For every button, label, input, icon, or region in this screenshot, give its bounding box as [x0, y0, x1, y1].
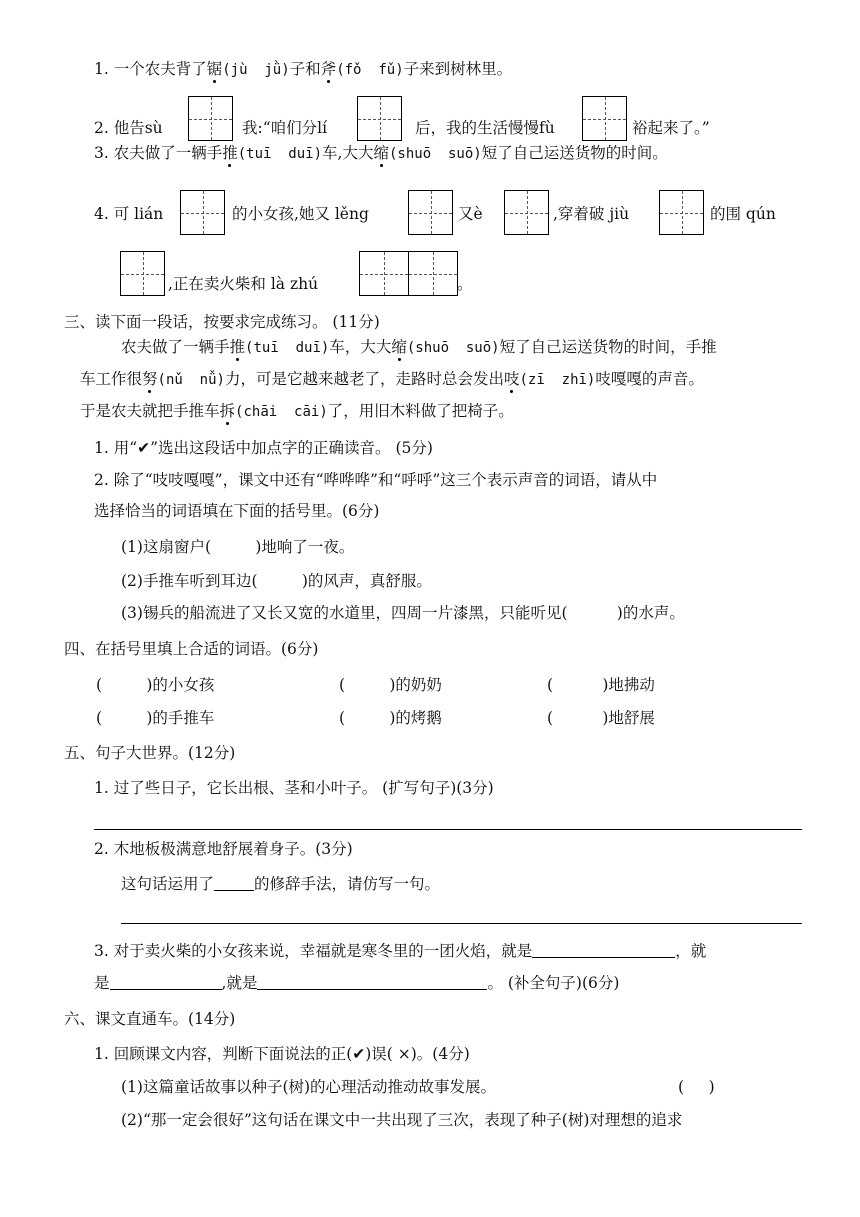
q4-blank[interactable]: ( )地拂动 [547, 676, 655, 694]
writing-box[interactable] [188, 96, 233, 141]
writing-box[interactable] [357, 96, 402, 141]
q3-para-line1: 农夫做了一辆手推(tuī duī)车，大大缩(shuō suō)短了自己运送货物的时间，手推 [121, 338, 717, 356]
q2-item4-d: ,穿着破 jiù [553, 205, 630, 223]
q3-fill-3[interactable]: (3)锡兵的船流进了又长又宽的水道里，四周一片漆黑，只能听见( )的水声。 [121, 604, 685, 622]
q4-blank[interactable]: ( )地舒展 [547, 709, 655, 727]
writing-box[interactable] [408, 190, 453, 235]
q2-item4-g: 。 [457, 275, 473, 293]
section-4-heading: 四、在括号里填上合适的词语。(6分) [64, 640, 319, 658]
q5-sub3-line2: 是 ,就是 。 (补全句子)(6分) [94, 974, 620, 992]
q4-blank[interactable]: ( )的手推车 [96, 709, 215, 727]
q3-sub2-line1: 2. 除了“吱吱嘎嘎”，课文中还有“哗哗哗”和“呼呼”这三个表示声音的词语，请从中 [94, 471, 658, 489]
q2-item4-c: 又è [458, 205, 483, 223]
writing-box[interactable] [582, 96, 627, 141]
q2-item4-a: 4. 可 lián [94, 205, 164, 223]
q3-sub2-line2: 选择恰当的词语填在下面的括号里。(6分) [94, 502, 380, 520]
q5-sub2-prompt: 这句话运用了 的修辞手法，请仿写一句。 [121, 875, 441, 893]
writing-box[interactable] [120, 251, 165, 296]
q2-item2-b: 我:“咱们分lí [242, 119, 328, 137]
section-5-heading: 五、句子大世界。(12分) [64, 744, 236, 762]
q2-item4-b: 的小女孩,她又 lěng [232, 205, 369, 223]
q2-item2-a: 2. 他告sù [94, 119, 163, 137]
answer-blank[interactable] [110, 973, 222, 990]
writing-box[interactable] [504, 190, 549, 235]
answer-blank[interactable] [214, 874, 254, 891]
q3-para-line3: 于是农夫就把手推车拆(chāi cāi)了，用旧木料做了把椅子。 [80, 402, 514, 420]
q3-para-line2: 车工作很努(nǔ nǚ)力，可是它越来越老了，走路时总会发出吱(zī zhī)吱嘎嘎的声音。 [80, 370, 704, 388]
q2-item4-f: ,正在卖火柴和 là zhú [168, 275, 319, 293]
q2-item2-d: 裕起来了。” [632, 119, 710, 137]
q2-item3: 3. 农夫做了一辆手推(tuī duī)车,大大缩(shuō suō)短了自己运送货物的时间。 [94, 144, 668, 162]
answer-blank[interactable] [257, 973, 487, 990]
answer-line[interactable] [94, 829, 802, 830]
section-3-heading: 三、读下面一段话，按要求完成练习。 (11分) [64, 313, 380, 331]
answer-blank[interactable] [532, 941, 675, 958]
q6-judge-1: (1)这篇童话故事以种子(树)的心理活动推动故事发展。 [121, 1078, 497, 1096]
section-6-heading: 六、课文直通车。(14分) [64, 1010, 236, 1028]
q4-blank[interactable]: ( )的小女孩 [96, 676, 215, 694]
q5-sub2: 2. 木地板极满意地舒展着身子。(3分) [94, 840, 353, 858]
q3-sub1: 1. 用“✔”选出这段话中加点字的正确读音。 (5分) [94, 439, 433, 457]
q5-sub3-line1: 3. 对于卖火柴的小女孩来说，幸福就是寒冬里的一团火焰，就是 ，就 [94, 942, 707, 960]
q3-fill-2[interactable]: (2)手推车听到耳边( )的风声，真舒服。 [121, 572, 432, 590]
q6-judge-2: (2)“那一定会很好”这句话在课文中一共出现了三次，表现了种子(树)对理想的追求 [121, 1111, 683, 1129]
q3-fill-1[interactable]: (1)这扇窗户( )地响了一夜。 [121, 538, 355, 556]
q6-sub1: 1. 回顾课文内容，判断下面说法的正(✔)误( ×)。(4分) [94, 1045, 470, 1063]
q2-item1: 1. 一个农夫背了锯(jù jǜ)子和斧(fǒ fǔ)子来到树林里。 [94, 60, 513, 78]
writing-box-double[interactable] [359, 251, 458, 296]
q2-item4-e: 的围 qún [710, 205, 776, 223]
answer-line[interactable] [121, 923, 802, 924]
writing-box[interactable] [659, 190, 704, 235]
q4-blank[interactable]: ( )的奶奶 [339, 676, 442, 694]
q2-item2-c: 后，我的生活慢慢fù [415, 119, 555, 137]
q6-judge-1-answer[interactable]: ( ) [678, 1078, 715, 1096]
writing-box[interactable] [180, 190, 225, 235]
q4-blank[interactable]: ( )的烤鹅 [339, 709, 442, 727]
q5-sub1: 1. 过了些日子，它长出根、茎和小叶子。 (扩写句子)(3分) [94, 779, 494, 797]
